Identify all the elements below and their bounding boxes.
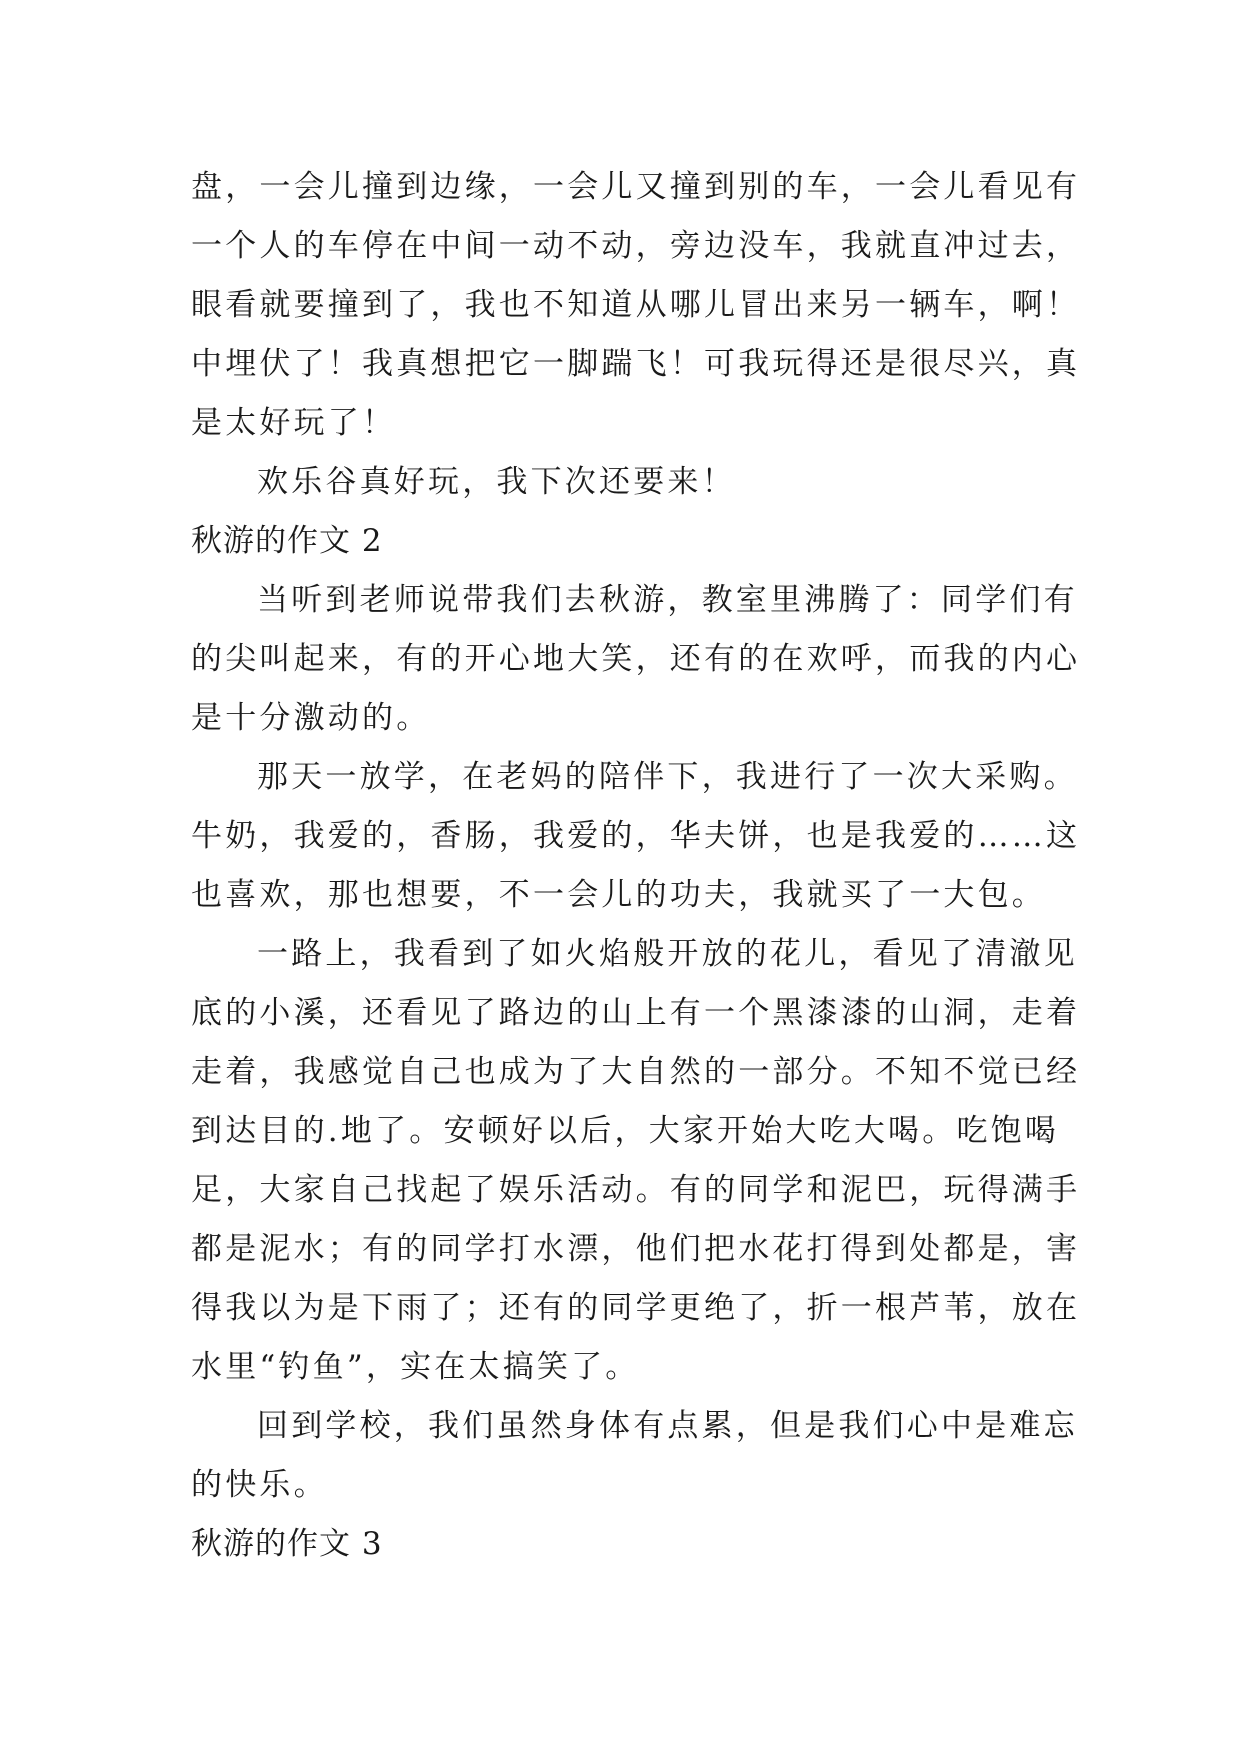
section-heading xyxy=(191,1515,1071,1574)
paragraph xyxy=(191,1397,1078,1515)
text-line: 是太好玩了！ xyxy=(191,405,397,441)
heading-text: 秋游的作文 2 xyxy=(191,523,383,559)
text-line: 欢乐谷真好玩，我下次还要来！ xyxy=(257,464,736,500)
text-line: 中埋伏了！我真想把它一脚踹飞！可我玩得还是很尽兴，真 xyxy=(191,346,1081,382)
paragraph xyxy=(191,925,1081,1397)
text-line: 那天一放学，在老妈的陪伴下，我进行了一次大采购。 xyxy=(257,759,1078,795)
paragraph xyxy=(191,748,1081,925)
text-line: 到达目的.地了。安顿好以后，大家开始大吃大喝。吃饱喝 xyxy=(191,1113,1060,1149)
text-line: 水里“钓鱼”，实在太搞笑了。 xyxy=(191,1349,640,1385)
text-line: 底的小溪，还看见了路边的山上有一个黑漆漆的山洞，走着 xyxy=(191,995,1081,1031)
text-line: 的快乐。 xyxy=(191,1467,328,1503)
text-line: 的尖叫起来，有的开心地大笑，还有的在欢呼，而我的内心 xyxy=(191,641,1081,677)
text-line: 足，大家自己找起了娱乐活动。有的同学和泥巴，玩得满手 xyxy=(191,1172,1081,1208)
paragraph xyxy=(191,571,1081,748)
text-line: 是十分激动的。 xyxy=(191,700,431,736)
paragraph xyxy=(191,158,1081,453)
text-line: 都是泥水；有的同学打水漂，他们把水花打得到处都是，害 xyxy=(191,1231,1081,1267)
text-line: 牛奶，我爱的，香肠，我爱的，华夫饼，也是我爱的……这 xyxy=(191,818,1081,854)
text-line: 眼看就要撞到了，我也不知道从哪儿冒出来另一辆车，啊！ xyxy=(191,287,1081,323)
text-line: 一个人的车停在中间一动不动，旁边没车，我就直冲过去， xyxy=(191,228,1081,264)
text-line: 当听到老师说带我们去秋游，教室里沸腾了：同学们有 xyxy=(257,582,1078,618)
text-line: 一路上，我看到了如火焰般开放的花儿，看见了清澈见 xyxy=(257,936,1078,972)
document-page xyxy=(191,158,1081,1574)
text-line: 回到学校，我们虽然身体有点累，但是我们心中是难忘 xyxy=(257,1408,1078,1444)
paragraph xyxy=(191,453,1071,512)
text-line: 盘，一会儿撞到边缘，一会儿又撞到别的车，一会儿看见有 xyxy=(191,169,1081,205)
text-line: 走着，我感觉自己也成为了大自然的一部分。不知不觉已经 xyxy=(191,1054,1081,1090)
heading-text: 秋游的作文 3 xyxy=(191,1526,383,1562)
text-line: 得我以为是下雨了；还有的同学更绝了，折一根芦苇，放在 xyxy=(191,1290,1081,1326)
text-line: 也喜欢，那也想要，不一会儿的功夫，我就买了一大包。 xyxy=(191,877,1046,913)
section-heading xyxy=(191,512,1071,571)
